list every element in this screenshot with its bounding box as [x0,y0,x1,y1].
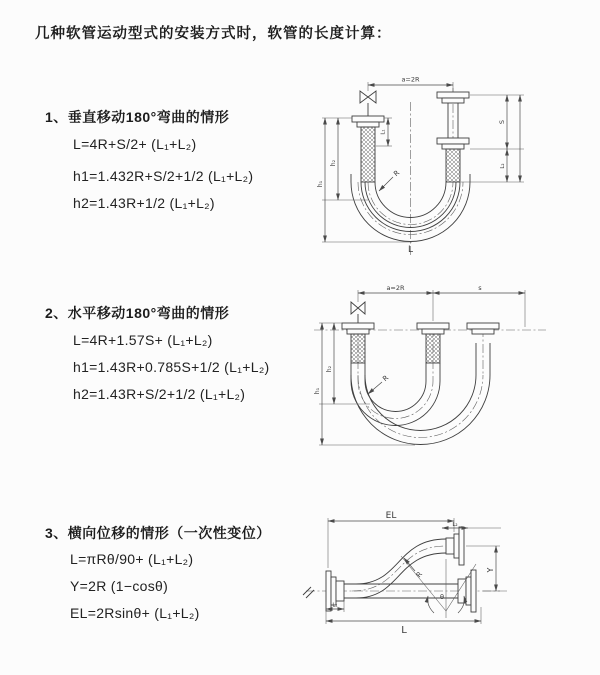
flange [326,571,331,611]
flange-neck [442,98,464,103]
flange-neck [442,144,464,149]
flange [437,138,469,144]
dim-label-h1: h₁ [314,387,321,395]
flange-neck [357,122,379,127]
flange [417,323,449,329]
section2-formula-h1: h1=1.43R+0.785S+1/2 (L₁+L₂) [73,359,270,375]
fitting-neck [458,579,466,603]
dim-label-L: L [401,625,407,636]
fitting-neck [336,581,344,601]
section1-formula-L: L=4R+S/2+ (L₁+L₂) [73,136,197,152]
dim-label-h2: h₂ [330,159,337,167]
flange-neck [347,329,369,334]
dim-label-R: R [392,168,402,179]
section2-formula-L: L=4R+1.57S+ (L₁+L₂) [73,332,213,348]
hose-arc [365,381,426,411]
dim-label-h2: h₂ [326,365,333,373]
dim-label-S: S [498,119,506,125]
dim-label-L2: L₂ [452,522,458,528]
dim-label-h1: h₁ [317,180,324,188]
flange [352,116,384,122]
hose-arc-moved [365,375,476,431]
flange [342,323,374,329]
section2-heading: 2、水平移动180°弯曲的情形 [45,305,230,321]
valve-icon [351,302,358,314]
page-title: 几种软管运动型式的安装方式时，软管的长度计算： [35,26,392,42]
dim-label-L1: L₁ [380,129,387,135]
dim-label-R: R [414,570,425,580]
dim-label-EL: EL [385,511,397,521]
flange [459,527,464,565]
diagram-lateral-displacement [296,506,596,666]
dim-label-Y: Y [486,567,495,573]
section1-heading: 1、垂直移动180°弯曲的情形 [45,109,230,125]
dim-label-L: L [407,245,414,255]
radius-construction-line [401,556,446,611]
diagram-vertical-180-bend [310,70,590,260]
section3-formula-Y: Y=2R (1−cosθ) [70,578,169,594]
dim-label-theta: θ [440,593,444,601]
section3-heading: 3、横向位移的情形（一次性变位） [45,525,271,541]
diagram-horizontal-180-bend [310,283,590,473]
section1-formula-h2: h2=1.43R+1/2 (L₁+L₂) [73,195,215,211]
section3-formula-L: L=πRθ/90+ (L₁+L₂) [70,551,194,567]
fitting-neck [446,538,454,554]
hose-arc [351,381,440,426]
braided-hose-section [426,334,440,363]
radius-leader [368,382,382,394]
hose-wall-curved [356,539,446,584]
flange [467,323,499,329]
flange [454,534,459,558]
flange [331,577,336,605]
section3-formula-EL: EL=2Rsinθ+ (L₁+L₂) [70,605,200,621]
dim-label-L1: L₁ [332,602,338,609]
dim-label-R: R [381,373,391,384]
flange [471,570,476,612]
dim-label-s: s [478,284,482,292]
flange [437,92,469,98]
pipe-break-symbol [303,587,314,598]
dim-label-a2R: a=2R [386,284,405,292]
section2-formula-h2: h2=1.43R+S/2+1/2 (L₁+L₂) [73,386,246,402]
hose-centerline-arc-moved [358,375,483,438]
hose-centerline-arc [358,381,433,419]
radius-leader [379,177,393,191]
braided-hose-section [446,149,460,182]
dim-label-L2: L₂ [500,163,506,169]
dim-label-a2R: a=2R [401,75,420,84]
braided-hose-section [361,127,375,182]
flange [466,577,471,605]
angle-arrow [428,596,434,613]
flange-neck [472,329,494,334]
valve-icon [360,91,368,103]
braided-hose-section [351,334,365,363]
valve-icon [358,302,365,314]
flange-neck [422,329,444,334]
valve-icon [368,91,376,103]
section1-formula-h1: h1=1.432R+S/2+1/2 (L₁+L₂) [73,168,254,184]
